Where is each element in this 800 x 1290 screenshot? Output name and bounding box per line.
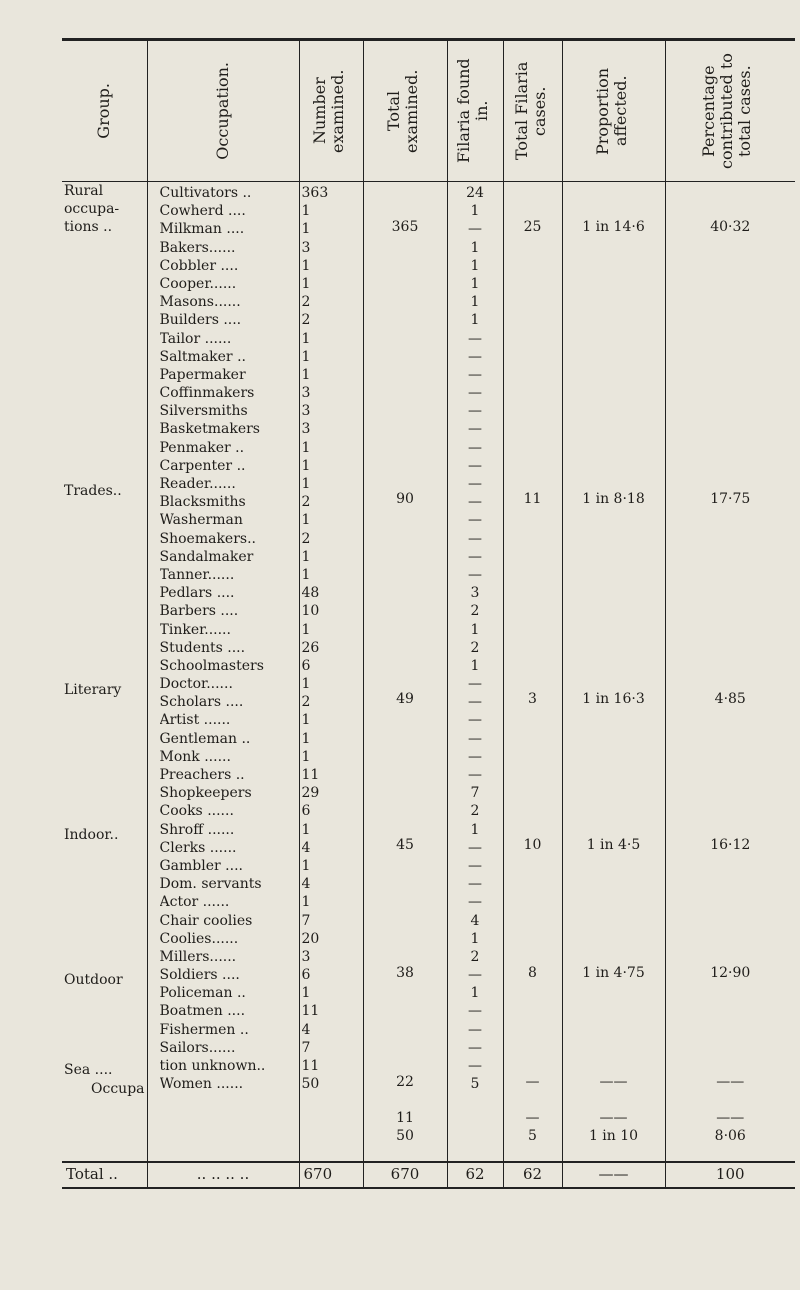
- filaria-women: 5: [470, 1076, 480, 1093]
- number-row: 1: [301, 221, 311, 238]
- group-column: [62, 182, 147, 1162]
- filaria-row: —: [468, 530, 482, 547]
- total-occupation-dots: .. .. .. ..: [147, 1162, 299, 1188]
- total-filaria: 62: [447, 1162, 503, 1188]
- total-cases-column: [503, 182, 562, 1162]
- header-proportion: Proportion affected.: [562, 40, 665, 182]
- occupation-row: Policeman ..: [159, 985, 246, 1002]
- filaria-row: —: [468, 767, 482, 783]
- number-row: 1: [301, 275, 311, 292]
- group-indoor: Indoor..: [64, 826, 119, 843]
- filaria-row: 2: [470, 803, 480, 820]
- occupation-row: Builders ....: [159, 312, 242, 329]
- occupation-row: Sailors......: [159, 1039, 236, 1056]
- occupation-row: Cobbler ....: [159, 257, 239, 274]
- number-row: 6: [301, 657, 311, 674]
- number-row: 1: [301, 330, 311, 347]
- filaria-row: —: [468, 857, 482, 874]
- number-row: 363: [301, 185, 329, 201]
- number-row: 11: [301, 767, 320, 783]
- total-percentage: 100: [665, 1162, 795, 1188]
- filaria-row: 24: [466, 185, 484, 201]
- filaria-row: —: [468, 457, 482, 474]
- number-row: 1: [301, 366, 311, 383]
- occupation-row: Artist ......: [159, 712, 231, 729]
- filaria-row: —: [468, 403, 482, 420]
- filaria-row: 1: [470, 985, 480, 1002]
- number-row: 4: [301, 839, 311, 856]
- occupation-row: Preachers ..: [159, 767, 245, 783]
- occupation-row: Schoolmasters: [159, 657, 264, 674]
- occupation-row: Washerman: [159, 512, 243, 529]
- pct-women: 8·06: [714, 1128, 746, 1144]
- number-row: 1: [301, 712, 311, 729]
- filaria-row: —: [468, 421, 482, 438]
- occupation-row: Coffinmakers: [159, 385, 255, 402]
- number-row: 1: [301, 676, 311, 693]
- occupation-row: Saltmaker ..: [159, 348, 246, 365]
- occupation-row: Shoemakers..: [159, 530, 256, 547]
- total-women: 50: [396, 1128, 414, 1144]
- prop-outdoor: 1 in 4·75: [582, 965, 645, 981]
- filaria-row: —: [468, 330, 482, 347]
- filaria-row: —: [468, 839, 482, 856]
- occupation-row: Gentleman ..: [159, 730, 251, 747]
- total-number: 670: [299, 1162, 363, 1188]
- number-row: 1: [301, 894, 311, 911]
- filaria-row: —: [468, 385, 482, 402]
- occupation-row: Reader......: [159, 476, 236, 492]
- group-literary: Literary: [64, 681, 122, 698]
- cases-women: 5: [528, 1128, 537, 1144]
- number-row: 2: [301, 294, 311, 311]
- number-row: 1: [301, 512, 311, 529]
- header-total-cases: Total Filaria cases.: [503, 40, 562, 182]
- filaria-row: 1: [470, 257, 480, 274]
- filaria-row: 1: [470, 930, 480, 947]
- cases-rural: 25: [523, 219, 542, 235]
- filaria-row: —: [468, 694, 482, 711]
- unknown-label-a: Occupa: [91, 1080, 145, 1097]
- total-indoor: 45: [396, 837, 414, 853]
- number-row: 3: [301, 385, 311, 402]
- occupation-row: Silversmiths: [159, 403, 248, 420]
- filaria-row: 1: [470, 294, 480, 311]
- occupation-row: Sandalmaker: [159, 548, 254, 565]
- filaria-row: —: [468, 366, 482, 383]
- occupation-row: Blacksmiths: [159, 494, 246, 511]
- filaria-row: —: [468, 548, 482, 565]
- group-rural: Rural occupa- tions ..: [64, 183, 120, 236]
- occupation-row: Milkman ....: [159, 221, 245, 238]
- filaria-row: —: [468, 1021, 482, 1038]
- group-outdoor: Outdoor: [64, 972, 123, 989]
- number-row: 1: [301, 985, 311, 1002]
- occupation-row: Clerks ......: [159, 839, 237, 856]
- filaria-row: 2: [470, 603, 480, 620]
- pct-indoor: 16·12: [710, 837, 751, 853]
- occupation-row: Dom. servants: [159, 876, 262, 893]
- filaria-row: —: [468, 566, 482, 583]
- number-row: 4: [301, 1021, 311, 1038]
- number-women: 50: [301, 1076, 320, 1093]
- number-row: 1: [301, 748, 311, 765]
- occupation-row: Pedlars ....: [159, 585, 235, 602]
- occupation-row: Actor ......: [159, 894, 230, 911]
- filaria-row: —: [468, 1039, 482, 1056]
- header-group: Group.: [62, 40, 147, 182]
- occupation-row: Masons......: [159, 294, 241, 311]
- total-unknown: 11: [396, 1110, 414, 1126]
- filaria-row: —: [468, 221, 482, 238]
- number-row: 6: [301, 803, 311, 820]
- occupation-row: Monk ......: [159, 748, 231, 765]
- header-percentage: Percentage contributed to total cases.: [665, 40, 795, 182]
- number-row: 3: [301, 239, 311, 256]
- filaria-occupation-table: [62, 38, 795, 1189]
- filaria-row: 1: [470, 312, 480, 329]
- number-row: 2: [301, 312, 311, 329]
- occupation-row: Shopkeepers: [159, 785, 252, 802]
- occupation-row: Shroff ......: [159, 821, 235, 838]
- prop-trades: 1 in 8·18: [582, 491, 645, 507]
- occupation-row: Cowherd ....: [159, 203, 246, 220]
- cases-sea: —: [525, 1074, 540, 1090]
- filaria-row: —: [468, 894, 482, 911]
- occupation-row: Barbers ....: [159, 603, 239, 620]
- filaria-row: —: [468, 348, 482, 365]
- occupation-unknown: tion unknown..: [159, 1058, 266, 1074]
- number-row: 4: [301, 876, 311, 893]
- number-row: 29: [301, 785, 320, 802]
- total-sea: 22: [396, 1074, 414, 1090]
- occupation-row: Gambler ....: [159, 857, 243, 874]
- filaria-row: 1: [470, 621, 480, 638]
- header-total-examined: Total examined.: [363, 40, 447, 182]
- prop-indoor: 1 in 4·5: [586, 837, 641, 853]
- number-unknown: 11: [301, 1058, 320, 1074]
- number-column: [299, 182, 363, 1162]
- filaria-row: 1: [470, 275, 480, 292]
- number-row: 1: [301, 203, 311, 220]
- occupation-column: [147, 182, 299, 1162]
- filaria-row: —: [468, 494, 482, 511]
- total-cases: 62: [503, 1162, 562, 1188]
- header-number-examined: Number examined.: [299, 40, 363, 182]
- filaria-row: —: [468, 967, 482, 984]
- total-rural: 365: [391, 219, 419, 235]
- header-filaria-found: Filaria found in.: [447, 40, 503, 182]
- occupation-row: Tailor ......: [159, 330, 232, 347]
- number-row: 1: [301, 548, 311, 565]
- number-row: 7: [301, 912, 311, 929]
- occupation-row: Tinker......: [159, 621, 231, 638]
- occupation-row: Boatmen ....: [159, 1003, 246, 1020]
- occupation-row: Chair coolies: [159, 912, 253, 929]
- filaria-row: —: [468, 730, 482, 747]
- group-sea: Sea ....: [64, 1062, 113, 1079]
- total-total-examined: 670: [363, 1162, 447, 1188]
- number-row: 3: [301, 403, 311, 420]
- number-row: 1: [301, 348, 311, 365]
- filaria-row: 1: [470, 203, 480, 220]
- filaria-row: —: [468, 876, 482, 893]
- pct-sea: ——: [716, 1074, 745, 1090]
- cases-trades: 11: [523, 491, 542, 507]
- number-row: 48: [301, 585, 320, 602]
- total-proportion: ——: [562, 1162, 665, 1188]
- filaria-row: 1: [470, 657, 480, 674]
- filaria-row: 7: [470, 785, 480, 802]
- number-row: 2: [301, 694, 311, 711]
- filaria-row: —: [468, 439, 482, 456]
- occupation-women: Women ......: [159, 1076, 244, 1093]
- total-trades: 90: [396, 491, 414, 507]
- total-literary: 49: [396, 691, 414, 707]
- number-row: 20: [301, 930, 320, 947]
- filaria-row: —: [468, 1003, 482, 1020]
- group-trades: Trades..: [64, 482, 122, 499]
- number-row: 1: [301, 439, 311, 456]
- occupation-row: Carpenter ..: [159, 457, 246, 474]
- occupation-row: Basketmakers: [159, 421, 260, 438]
- cases-outdoor: 8: [528, 965, 537, 981]
- occupation-row: Millers......: [159, 948, 237, 965]
- prop-rural: 1 in 14·6: [582, 219, 645, 235]
- number-row: 6: [301, 967, 311, 984]
- pct-trades: 17·75: [710, 491, 751, 507]
- filaria-row: 3: [470, 585, 480, 602]
- occupation-row: Coolies......: [159, 930, 239, 947]
- percentage-column: [665, 182, 795, 1162]
- header-occupation: Occupation.: [147, 40, 299, 182]
- number-row: 2: [301, 494, 311, 511]
- filaria-row: —: [468, 676, 482, 693]
- total-examined-column: [363, 182, 447, 1162]
- total-label: Total ..: [62, 1162, 147, 1188]
- number-row: 1: [301, 457, 311, 474]
- pct-outdoor: 12·90: [710, 965, 751, 981]
- cases-unknown: —: [525, 1110, 540, 1126]
- occupation-row: Penmaker ..: [159, 439, 245, 456]
- prop-unknown: ——: [599, 1110, 628, 1126]
- occupation-row: Cooper......: [159, 275, 237, 292]
- filaria-row: 1: [470, 821, 480, 838]
- filaria-column: [447, 182, 503, 1162]
- total-outdoor: 38: [396, 965, 414, 981]
- number-row: 26: [301, 639, 320, 656]
- cases-indoor: 10: [523, 837, 542, 853]
- filaria-row: 2: [470, 948, 480, 965]
- pct-rural: 40·32: [710, 219, 751, 235]
- cases-literary: 3: [528, 691, 537, 707]
- occupation-row: Cultivators ..: [159, 185, 252, 201]
- occupation-row: Cooks ......: [159, 803, 234, 820]
- filaria-row: 1: [470, 239, 480, 256]
- occupation-row: Papermaker: [159, 366, 246, 383]
- filaria-row: —: [468, 712, 482, 729]
- number-row: 11: [301, 1003, 320, 1020]
- filaria-row: 4: [470, 912, 480, 929]
- filaria-row: 2: [470, 639, 480, 656]
- occupation-row: Doctor......: [159, 676, 233, 693]
- prop-women: 1 in 10: [588, 1128, 639, 1144]
- occupation-row: Bakers......: [159, 239, 236, 256]
- total-row: [62, 1162, 795, 1188]
- number-row: 1: [301, 566, 311, 583]
- occupation-row: Students ....: [159, 639, 246, 656]
- number-row: 1: [301, 857, 311, 874]
- occupation-row: Soldiers ....: [159, 967, 240, 984]
- pct-unknown: ——: [716, 1110, 745, 1126]
- number-row: 2: [301, 530, 311, 547]
- number-row: 1: [301, 257, 311, 274]
- occupation-row: Tanner......: [159, 566, 235, 583]
- number-row: 3: [301, 948, 311, 965]
- number-row: 1: [301, 476, 311, 492]
- number-row: 1: [301, 730, 311, 747]
- filaria-row: —: [468, 512, 482, 529]
- prop-sea: ——: [599, 1074, 628, 1090]
- number-row: 7: [301, 1039, 311, 1056]
- prop-literary: 1 in 16·3: [582, 691, 645, 707]
- number-row: 1: [301, 621, 311, 638]
- number-row: 1: [301, 821, 311, 838]
- number-row: 3: [301, 421, 311, 438]
- filaria-row: —: [468, 476, 482, 492]
- number-row: 10: [301, 603, 320, 620]
- filaria-unknown: —: [468, 1058, 482, 1074]
- proportion-column: [562, 182, 665, 1162]
- occupation-row: Fishermen ..: [159, 1021, 249, 1038]
- occupation-row: Scholars ....: [159, 694, 244, 711]
- pct-literary: 4·85: [714, 691, 746, 707]
- filaria-row: —: [468, 748, 482, 765]
